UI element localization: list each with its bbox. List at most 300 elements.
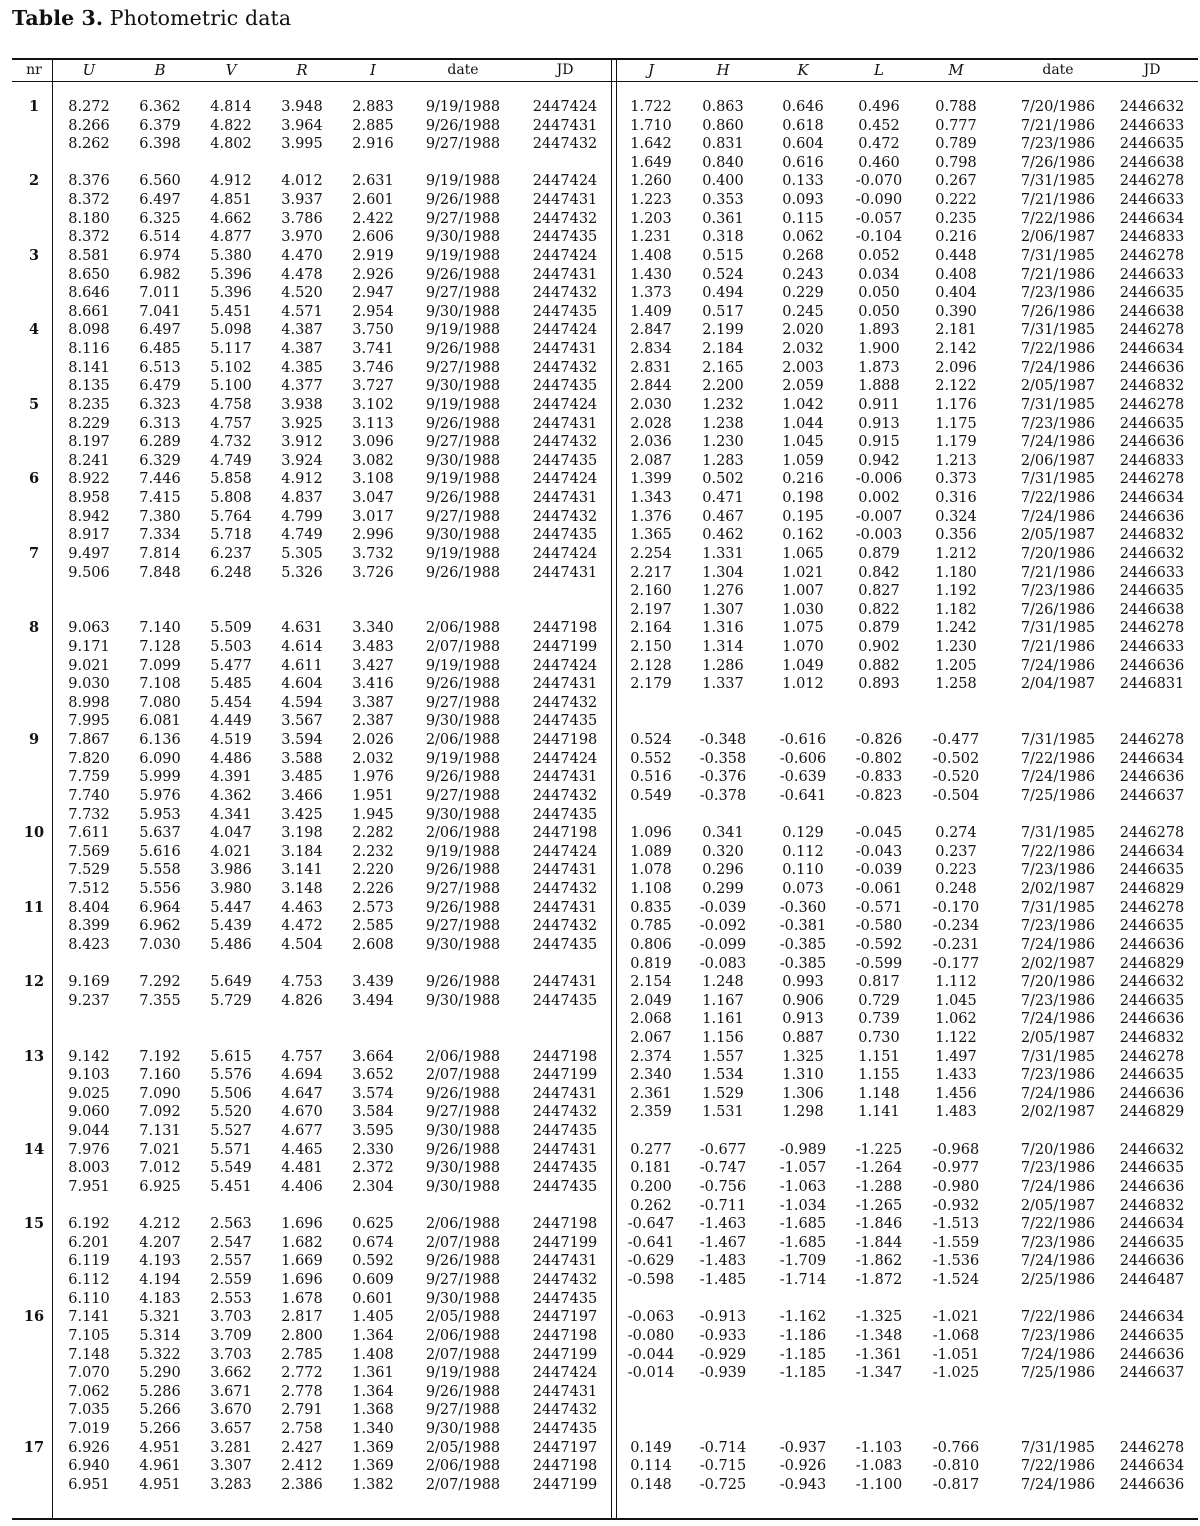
table-cell-k: 0.906 <box>782 992 824 1009</box>
table-cell-h: -1.467 <box>699 1234 747 1251</box>
table-cell-l: 1.141 <box>858 1104 900 1121</box>
table-cell-r: 3.970 <box>281 229 323 246</box>
table-cell-u: 9.103 <box>68 1067 110 1084</box>
table-cell-h: 0.361 <box>702 210 744 227</box>
table-cell-k: 0.112 <box>782 843 824 860</box>
table-cell-jd-2: 2446634 <box>1119 490 1185 507</box>
table-cell-h: -0.939 <box>699 1365 747 1382</box>
table-cell-m: 1.122 <box>935 1030 977 1046</box>
table-cell-jd-2: 2446633 <box>1119 117 1185 134</box>
table-cell-u: 7.976 <box>68 1141 110 1158</box>
table-cell-k: 0.887 <box>782 1030 824 1046</box>
table-cell-r: 4.753 <box>281 974 323 991</box>
table-cell-i: 3.416 <box>352 676 394 693</box>
table-cell-j: -0.629 <box>627 1253 675 1270</box>
table-cell-jd-1: 2447198 <box>532 1458 598 1475</box>
table-cell-date-2: 2/05/1987 <box>1020 378 1096 395</box>
table-cell-m: 1.258 <box>935 676 977 693</box>
table-cell-k: 1.021 <box>782 564 824 581</box>
header-m: M <box>948 61 964 79</box>
table-cell-k: -1.685 <box>779 1216 827 1233</box>
table-cell-j: 1.108 <box>630 881 672 898</box>
table-cell-date-2: 7/31/1985 <box>1020 173 1096 190</box>
table-cell-b: 6.362 <box>139 99 181 115</box>
table-cell-jd-1: 2447431 <box>532 1383 598 1400</box>
table-cell-l: -0.580 <box>855 918 903 935</box>
table-cell-u: 7.062 <box>68 1383 110 1400</box>
table-cell-jd-2: 2446636 <box>1119 1178 1185 1195</box>
table-cell-date-1: 2/06/1988 <box>425 1458 501 1475</box>
table-cell-b: 6.329 <box>139 452 181 469</box>
table-cell-k: -1.057 <box>779 1160 827 1177</box>
table-cell-h: -0.929 <box>699 1346 747 1363</box>
table-cell-date-2: 7/21/1986 <box>1020 564 1096 581</box>
table-cell-b: 5.290 <box>139 1365 181 1382</box>
table-cell-h: 0.494 <box>702 285 744 302</box>
table-cell-v: 4.449 <box>210 713 252 730</box>
table-cell-i: 3.082 <box>352 452 394 469</box>
table-cell-h: 0.462 <box>702 527 744 544</box>
table-cell-h: 0.831 <box>702 136 744 153</box>
star-number: 1 <box>28 98 40 115</box>
table-cell-date-1: 9/30/1988 <box>425 1160 501 1177</box>
table-cell-j: 1.078 <box>630 862 672 879</box>
table-cell-j: 0.181 <box>630 1160 672 1177</box>
table-cell-v: 2.547 <box>210 1234 252 1251</box>
table-cell-r: 3.786 <box>281 210 323 227</box>
table-cell-l: -1.103 <box>855 1439 903 1456</box>
table-cell-b: 5.637 <box>139 825 181 842</box>
table-cell-u: 8.262 <box>68 136 110 153</box>
table-cell-jd-1: 2447431 <box>532 415 598 432</box>
table-cell-k: 0.133 <box>782 173 824 190</box>
table-cell-r: 4.912 <box>281 471 323 488</box>
table-cell-k: -1.709 <box>779 1253 827 1270</box>
table-cell-date-1: 2/06/1988 <box>425 1048 501 1065</box>
table-cell-jd-2: 2446636 <box>1119 434 1185 451</box>
table-cell-u: 8.942 <box>68 508 110 525</box>
table-cell-u: 9.497 <box>68 545 110 562</box>
table-cell-b: 5.266 <box>139 1421 181 1438</box>
table-cell-j: 1.231 <box>630 229 672 246</box>
table-cell-i: 2.919 <box>352 247 394 264</box>
table-cell-k: 0.243 <box>782 266 824 283</box>
table-cell-date-1: 9/30/1988 <box>425 936 501 953</box>
table-cell-h: 0.524 <box>702 266 744 283</box>
table-cell-r: 2.791 <box>281 1402 323 1419</box>
table-cell-r: 3.466 <box>281 787 323 804</box>
table-cell-m: 0.237 <box>935 843 977 860</box>
table-cell-jd-2: 2446635 <box>1119 285 1185 302</box>
table-cell-r: 4.594 <box>281 694 323 711</box>
table-cell-l: -1.348 <box>855 1327 903 1344</box>
table-cell-h: 1.232 <box>702 396 744 413</box>
table-cell-jd-2: 2446829 <box>1119 881 1185 898</box>
table-cell-r: 4.837 <box>281 490 323 507</box>
table-cell-m: 0.390 <box>935 303 977 320</box>
table-cell-k: 1.030 <box>782 601 824 618</box>
table-cell-jd-2: 2446633 <box>1119 266 1185 283</box>
table-cell-m: -0.968 <box>932 1141 980 1158</box>
star-number: 17 <box>23 1438 45 1456</box>
table-cell-b: 7.192 <box>139 1048 181 1065</box>
table-cell-u: 7.148 <box>68 1346 110 1363</box>
table-cell-i: 3.102 <box>352 396 394 413</box>
table-cell-m: 2.142 <box>935 341 977 358</box>
table-cell-r: 2.817 <box>281 1309 323 1326</box>
table-cell-date-2: 7/25/1986 <box>1020 1365 1096 1382</box>
table-cell-r: 2.785 <box>281 1346 323 1363</box>
table-cell-r: 4.670 <box>281 1104 323 1121</box>
table-cell-jd-2: 2446633 <box>1119 638 1185 655</box>
table-cell-k: 0.110 <box>782 862 824 879</box>
table-cell-l: -1.100 <box>855 1476 903 1493</box>
table-cell-i: 1.945 <box>352 806 394 823</box>
table-cell-m: -0.170 <box>932 899 980 916</box>
table-cell-v: 5.520 <box>210 1104 252 1121</box>
table-cell-m: -1.513 <box>932 1216 980 1233</box>
table-cell-u: 8.372 <box>68 229 110 246</box>
table-cell-u: 9.506 <box>68 564 110 581</box>
table-cell-date-2: 2/25/1986 <box>1020 1272 1096 1289</box>
table-cell-u: 6.112 <box>68 1272 110 1289</box>
table-cell-i: 3.574 <box>352 1085 394 1102</box>
table-cell-k: -0.385 <box>779 955 827 972</box>
table-cell-date-1: 9/27/1988 <box>425 918 501 935</box>
table-cell-l: 0.729 <box>858 992 900 1009</box>
table-cell-v: 4.341 <box>210 806 252 823</box>
table-cell-date-2: 2/04/1987 <box>1020 676 1096 693</box>
table-cell-v: 6.237 <box>210 545 252 562</box>
table-cell-b: 7.814 <box>139 545 181 562</box>
table-cell-b: 6.485 <box>139 341 181 358</box>
table-cell-h: 2.184 <box>702 341 744 358</box>
table-cell-k: 1.306 <box>782 1085 824 1102</box>
table-cell-k: 2.032 <box>782 341 824 358</box>
table-cell-v: 5.571 <box>210 1141 252 1158</box>
table-cell-jd-2: 2446829 <box>1119 1104 1185 1121</box>
table-cell-v: 3.657 <box>210 1421 252 1438</box>
table-cell-r: 4.611 <box>281 657 323 674</box>
table-cell-m: 1.433 <box>935 1067 977 1084</box>
table-cell-date-2: 2/06/1987 <box>1020 452 1096 469</box>
table-cell-k: 1.049 <box>782 657 824 674</box>
table-cell-jd-2: 2446278 <box>1119 247 1185 264</box>
table-cell-jd-1: 2447432 <box>532 210 598 227</box>
table-cell-k: 0.216 <box>782 471 824 488</box>
table-cell-date-1: 9/19/1988 <box>425 750 501 767</box>
table-cell-u: 6.940 <box>68 1458 110 1475</box>
table-cell-jd-2: 2446638 <box>1119 303 1185 320</box>
table-cell-j: 2.150 <box>630 638 672 655</box>
table-cell-r: 4.757 <box>281 1048 323 1065</box>
table-cell-m: 0.235 <box>935 210 977 227</box>
table-cell-l: -0.823 <box>855 787 903 804</box>
table-cell-k: 2.003 <box>782 359 824 376</box>
table-cell-jd-1: 2447424 <box>532 545 598 562</box>
table-cell-l: -1.288 <box>855 1178 903 1195</box>
table-cell-jd-2: 2446634 <box>1119 750 1185 767</box>
table-cell-m: -0.932 <box>932 1197 980 1214</box>
table-cell-h: -0.711 <box>699 1197 747 1214</box>
table-cell-j: 0.149 <box>630 1439 672 1456</box>
table-cell-u: 8.922 <box>68 471 110 488</box>
star-number: 8 <box>28 619 40 637</box>
table-cell-r: 3.948 <box>281 99 323 115</box>
table-cell-v: 4.486 <box>210 750 252 767</box>
table-cell-l: -1.872 <box>855 1272 903 1289</box>
table-cell-l: -0.070 <box>855 173 903 190</box>
table-cell-k: -1.685 <box>779 1234 827 1251</box>
table-cell-j: -0.641 <box>627 1234 675 1251</box>
header-j: J <box>647 61 654 79</box>
table-cell-date-2: 7/20/1986 <box>1020 545 1096 562</box>
table-cell-u: 9.044 <box>68 1123 110 1140</box>
table-cell-k: 0.604 <box>782 136 824 153</box>
table-cell-b: 5.556 <box>139 881 181 898</box>
table-cell-j: 2.154 <box>630 974 672 991</box>
table-cell-b: 7.355 <box>139 992 181 1009</box>
table-cell-jd-1: 2447198 <box>532 732 598 749</box>
table-cell-k: -0.381 <box>779 918 827 935</box>
table-cell-j: 0.549 <box>630 787 672 804</box>
table-cell-l: 0.827 <box>858 583 900 600</box>
table-cell-l: -1.265 <box>855 1197 903 1214</box>
table-cell-k: 0.062 <box>782 229 824 246</box>
table-cell-h: 1.337 <box>702 676 744 693</box>
table-cell-m: 0.373 <box>935 471 977 488</box>
table-cell-b: 6.379 <box>139 117 181 134</box>
table-cell-jd-2: 2446632 <box>1119 974 1185 991</box>
table-cell-r: 2.800 <box>281 1327 323 1344</box>
table-cell-date-2: 7/22/1986 <box>1020 843 1096 860</box>
star-number: 2 <box>28 172 40 190</box>
table-cell-k: 0.618 <box>782 117 824 134</box>
table-cell-j: 2.847 <box>630 322 672 339</box>
table-cell-jd-1: 2447424 <box>532 471 598 488</box>
table-cell-date-2: 7/22/1986 <box>1020 490 1096 507</box>
star-number: 6 <box>28 470 40 488</box>
table-cell-r: 3.148 <box>281 881 323 898</box>
table-cell-j: -0.014 <box>627 1365 675 1382</box>
table-cell-r: 4.647 <box>281 1085 323 1102</box>
table-cell-r: 4.604 <box>281 676 323 693</box>
table-cell-r: 4.571 <box>281 303 323 320</box>
table-cell-h: 0.296 <box>702 862 744 879</box>
table-cell-h: 2.200 <box>702 378 744 395</box>
table-cell-jd-2: 2446832 <box>1119 1030 1185 1046</box>
table-cell-jd-1: 2447432 <box>532 787 598 804</box>
table-cell-jd-2: 2446278 <box>1119 620 1185 637</box>
table-cell-j: 2.030 <box>630 396 672 413</box>
table-cell-m: 1.182 <box>935 601 977 618</box>
table-cell-r: 3.184 <box>281 843 323 860</box>
table-cell-date-2: 2/02/1987 <box>1020 881 1096 898</box>
table-cell-l: 0.822 <box>858 601 900 618</box>
table-cell-r: 3.995 <box>281 136 323 153</box>
table-cell-j: 1.399 <box>630 471 672 488</box>
table-cell-date-2: 7/31/1985 <box>1020 396 1096 413</box>
table-cell-r: 4.481 <box>281 1160 323 1177</box>
table-cell-v: 5.527 <box>210 1123 252 1140</box>
table-cell-j: 2.254 <box>630 545 672 562</box>
table-cell-h: -0.376 <box>699 769 747 786</box>
table-cell-u: 7.105 <box>68 1327 110 1344</box>
table-cell-j: 0.819 <box>630 955 672 972</box>
table-cell-date-1: 9/19/1988 <box>425 843 501 860</box>
table-cell-jd-1: 2447435 <box>532 1290 598 1307</box>
table-cell-jd-2: 2446636 <box>1119 769 1185 786</box>
table-cell-jd-2: 2446633 <box>1119 192 1185 209</box>
table-cell-b: 6.136 <box>139 732 181 749</box>
table-cell-u: 7.867 <box>68 732 110 749</box>
table-cell-v: 5.858 <box>210 471 252 488</box>
table-cell-b: 6.289 <box>139 434 181 451</box>
table-cell-jd-1: 2447424 <box>532 657 598 674</box>
table-cell-date-2: 7/22/1986 <box>1020 1309 1096 1326</box>
table-cell-date-1: 2/06/1988 <box>425 825 501 842</box>
table-cell-v: 4.758 <box>210 396 252 413</box>
table-cell-jd-1: 2447432 <box>532 508 598 525</box>
table-cell-b: 6.964 <box>139 899 181 916</box>
table-cell-h: 0.400 <box>702 173 744 190</box>
table-cell-jd-2: 2446636 <box>1119 508 1185 525</box>
table-cell-j: 1.089 <box>630 843 672 860</box>
table-cell-k: 0.129 <box>782 825 824 842</box>
table-cell-k: 1.075 <box>782 620 824 637</box>
table-cell-date-1: 9/19/1988 <box>425 99 501 115</box>
table-cell-i: 2.032 <box>352 750 394 767</box>
table-cell-jd-1: 2447431 <box>532 117 598 134</box>
table-cell-u: 7.611 <box>68 825 110 842</box>
table-cell-h: 1.276 <box>702 583 744 600</box>
table-cell-j: 1.365 <box>630 527 672 544</box>
table-cell-u: 9.025 <box>68 1085 110 1102</box>
table-cell-r: 1.696 <box>281 1216 323 1233</box>
table-cell-k: -0.360 <box>779 899 827 916</box>
table-cell-i: 1.364 <box>352 1327 394 1344</box>
table-cell-i: 3.340 <box>352 620 394 637</box>
table-cell-jd-1: 2447431 <box>532 266 598 283</box>
table-cell-m: 0.404 <box>935 285 977 302</box>
table-cell-u: 8.241 <box>68 452 110 469</box>
table-cell-l: -0.599 <box>855 955 903 972</box>
table-cell-b: 5.953 <box>139 806 181 823</box>
table-cell-j: 2.217 <box>630 564 672 581</box>
table-cell-j: 1.260 <box>630 173 672 190</box>
table-cell-jd-2: 2446832 <box>1119 527 1185 544</box>
table-cell-b: 7.848 <box>139 564 181 581</box>
table-cell-u: 8.650 <box>68 266 110 283</box>
table-cell-b: 7.334 <box>139 527 181 544</box>
table-cell-j: 2.036 <box>630 434 672 451</box>
table-cell-date-2: 7/24/1986 <box>1020 936 1096 953</box>
table-cell-b: 7.021 <box>139 1141 181 1158</box>
table-cell-u: 8.646 <box>68 285 110 302</box>
table-cell-r: 3.594 <box>281 732 323 749</box>
table-cell-m: 1.062 <box>935 1011 977 1028</box>
table-cell-v: 5.454 <box>210 694 252 711</box>
table-cell-jd-1: 2447424 <box>532 1365 598 1382</box>
table-cell-j: 1.343 <box>630 490 672 507</box>
table-cell-jd-2: 2446638 <box>1119 154 1185 171</box>
table-cell-v: 3.671 <box>210 1383 252 1400</box>
table-cell-m: -0.980 <box>932 1178 980 1195</box>
table-cell-k: 0.268 <box>782 247 824 264</box>
table-cell-r: 4.749 <box>281 527 323 544</box>
table-cell-l: -0.571 <box>855 899 903 916</box>
table-cell-i: 2.947 <box>352 285 394 302</box>
table-cell-jd-1: 2447424 <box>532 750 598 767</box>
table-cell-date-1: 2/06/1988 <box>425 732 501 749</box>
table-cell-u: 7.529 <box>68 862 110 879</box>
table-cell-jd-2: 2446634 <box>1119 843 1185 860</box>
table-cell-m: -0.504 <box>932 787 980 804</box>
table-cell-date-1: 9/27/1988 <box>425 136 501 153</box>
table-cell-jd-1: 2447431 <box>532 490 598 507</box>
table-cell-u: 9.060 <box>68 1104 110 1121</box>
table-cell-m: -0.520 <box>932 769 980 786</box>
table-cell-u: 8.917 <box>68 527 110 544</box>
table-cell-k: -0.616 <box>779 732 827 749</box>
table-cell-j: 0.114 <box>630 1458 672 1475</box>
table-cell-u: 6.926 <box>68 1439 110 1456</box>
table-cell-jd-1: 2447431 <box>532 1141 598 1158</box>
table-cell-u: 8.180 <box>68 210 110 227</box>
table-cell-r: 4.463 <box>281 899 323 916</box>
table-cell-j: 0.785 <box>630 918 672 935</box>
table-cell-date-2: 7/31/1985 <box>1020 825 1096 842</box>
table-cell-b: 5.266 <box>139 1402 181 1419</box>
table-cell-jd-1: 2447435 <box>532 713 598 730</box>
table-cell-v: 5.486 <box>210 936 252 953</box>
table-cell-jd-1: 2447199 <box>532 1346 598 1363</box>
table-cell-jd-1: 2447197 <box>532 1309 598 1326</box>
table-cell-j: 2.340 <box>630 1067 672 1084</box>
table-cell-j: 1.223 <box>630 192 672 209</box>
table-cell-r: 4.799 <box>281 508 323 525</box>
table-cell-b: 4.193 <box>139 1253 181 1270</box>
table-cell-u: 8.581 <box>68 247 110 264</box>
table-cell-b: 7.128 <box>139 638 181 655</box>
table-cell-m: -0.766 <box>932 1439 980 1456</box>
table-cell-m: 1.213 <box>935 452 977 469</box>
table-cell-u: 9.169 <box>68 974 110 991</box>
table-cell-i: 1.361 <box>352 1365 394 1382</box>
table-cell-v: 3.703 <box>210 1309 252 1326</box>
table-cell-h: -0.714 <box>699 1439 747 1456</box>
table-cell-date-2: 7/24/1986 <box>1020 1346 1096 1363</box>
table-cell-r: 4.520 <box>281 285 323 302</box>
table-cell-jd-1: 2447431 <box>532 862 598 879</box>
table-cell-i: 3.494 <box>352 992 394 1009</box>
table-cell-v: 2.553 <box>210 1290 252 1307</box>
table-cell-date-2: 7/21/1986 <box>1020 638 1096 655</box>
table-cell-i: 3.427 <box>352 657 394 674</box>
table-cell-date-1: 9/26/1988 <box>425 266 501 283</box>
table-cell-b: 6.090 <box>139 750 181 767</box>
table-cell-h: -0.378 <box>699 787 747 804</box>
star-number: 13 <box>23 1047 45 1065</box>
table-cell-jd-1: 2447198 <box>532 825 598 842</box>
table-cell-jd-2: 2446635 <box>1119 1067 1185 1084</box>
table-cell-l: 0.730 <box>858 1030 900 1046</box>
table-cell-u: 8.372 <box>68 192 110 209</box>
table-cell-jd-2: 2446278 <box>1119 899 1185 916</box>
table-cell-jd-2: 2446638 <box>1119 601 1185 618</box>
table-cell-jd-2: 2446278 <box>1119 732 1185 749</box>
table-cell-l: -1.846 <box>855 1216 903 1233</box>
